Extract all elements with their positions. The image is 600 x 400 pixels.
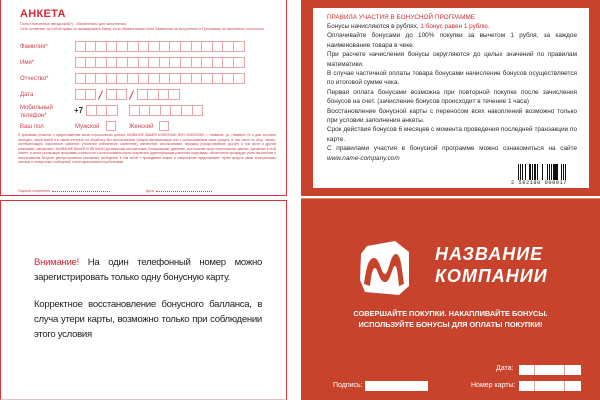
input-cell — [107, 41, 118, 52]
input-cell — [149, 73, 160, 84]
gender-male-label: Мужской — [75, 124, 100, 130]
notice-paragraph-2 — [34, 297, 262, 342]
phone-number-field[interactable] — [129, 105, 203, 116]
barcode — [518, 164, 590, 180]
input-cell — [170, 41, 181, 52]
form-note — [20, 22, 280, 31]
birth-date-field[interactable] — [75, 89, 180, 100]
input-cell — [213, 57, 224, 68]
date-cell — [159, 89, 170, 100]
website-link[interactable]: www.name-company.com — [327, 154, 400, 162]
input-cell — [160, 57, 171, 68]
input-cell — [213, 41, 224, 52]
date-cell — [117, 89, 128, 100]
customer-signature-line[interactable] — [18, 189, 110, 193]
input-cell — [96, 41, 107, 52]
input-cell — [234, 57, 245, 68]
date-label: Дата — [20, 92, 34, 98]
input-cell — [86, 57, 97, 68]
input-cell — [192, 41, 203, 52]
card-signature-field[interactable] — [365, 381, 428, 391]
card-signature-label: Подпись: — [333, 382, 363, 389]
input-cell — [213, 73, 224, 84]
input-cell — [202, 41, 213, 52]
input-cell — [150, 105, 161, 116]
rules-title: ПРАВИЛА УЧАСТИЯ В БОНУСНОЙ ПРОГРАММЕ — [327, 14, 476, 21]
input-cell — [96, 57, 107, 68]
gender-female-checkbox[interactable] — [159, 121, 169, 131]
input-cell — [128, 41, 139, 52]
input-cell — [170, 57, 181, 68]
rule-text: Бонусы начисляются в рублях, — [327, 23, 421, 30]
input-cell — [170, 73, 181, 84]
slogan-line: СОВЕРШАЙТЕ ПОКУПКИ. НАКАПЛИВАЙТЕ БОНУСЫ. — [353, 309, 548, 318]
rule-item — [327, 22, 577, 31]
rule-item: Оплачивайте бонусами до 100% покупки за вычетом 1 рубля, за каждое наименование товара в чеке. — [327, 32, 577, 49]
input-cell — [223, 57, 234, 68]
card-date-label: Дата: — [496, 365, 514, 372]
phone-label-line: телефон* — [20, 113, 47, 119]
card-number-field[interactable] — [519, 381, 581, 391]
input-cell — [128, 57, 139, 68]
input-cell — [181, 57, 192, 68]
gender-male-checkbox[interactable] — [106, 121, 116, 131]
input-cell — [107, 57, 118, 68]
rule-item — [327, 144, 577, 163]
date-cell — [86, 89, 97, 100]
input-cell — [192, 73, 203, 84]
input-cell — [117, 73, 128, 84]
company-name-line: НАЗВАНИЕ — [435, 244, 544, 264]
input-cell — [160, 73, 171, 84]
phone-code-field[interactable] — [86, 105, 118, 116]
input-cell — [202, 73, 213, 84]
input-cell — [140, 105, 151, 116]
input-cell — [202, 57, 213, 68]
input-cell — [128, 73, 139, 84]
form-title: АНКЕТА — [20, 8, 66, 20]
input-cell — [223, 41, 234, 52]
rule-item: Срок действия бонусов 6 месяцев с момента проведения последней транзакции по карте. — [327, 126, 577, 143]
date-cell — [75, 89, 86, 100]
input-cell — [181, 73, 192, 84]
input-cell — [86, 105, 97, 116]
date-cell — [148, 89, 159, 100]
barcode-number: 2 592180 000017 — [511, 180, 568, 186]
rules-body — [327, 22, 577, 163]
company-logo-icon — [359, 240, 411, 296]
input-cell — [86, 73, 97, 84]
input-cell — [86, 41, 97, 52]
input-cell — [129, 105, 140, 116]
gender-female-label: Женский — [129, 124, 154, 130]
date-separator — [96, 89, 106, 100]
rule-item: В случае частичной оплаты товара бонусами начисление бонусов осуществляется по итоговой сумме чека. — [327, 70, 577, 87]
rule-item: Первая оплата бонусами возможна при повторной покупке после зачисления бонусов на счет. (зачисление бонусов происходит в течение 1 часа) — [327, 88, 577, 106]
rule-text: С правилами участия в бонусной программе можно ознакомиться на сайте — [327, 145, 577, 153]
input-cell — [161, 105, 172, 116]
middle-name-label: Отчество* — [20, 76, 49, 82]
notice-text: На один телефонный номер можно зарегистрировать только одну бонусную карту. — [34, 257, 262, 283]
phone-label — [20, 104, 53, 120]
first-name-label: Имя* — [20, 60, 35, 66]
slogan-line: ИСПОЛЬЗУЙТЕ БОНУСЫ ДЛЯ ОПЛАТЫ ПОКУПКИ! — [358, 319, 543, 329]
attention-label: Внимание! — [34, 257, 79, 268]
date-cell — [137, 89, 148, 100]
sign-date-label: Дата — [146, 189, 154, 193]
signature-underline — [52, 191, 110, 192]
input-cell — [117, 41, 128, 52]
phone-label-line: Мобильный — [20, 105, 53, 111]
input-cell — [181, 41, 192, 52]
card-number-label: Номер карты: — [471, 382, 516, 389]
last-name-label: Фамилия* — [20, 44, 48, 50]
input-cell — [139, 41, 150, 52]
form-note-line: Поля отмеченные звездочкой(*) - обязательны для заполнения. — [20, 22, 127, 26]
date-separator — [127, 89, 137, 100]
form-note-line: Сеть оставляет за собой право не активировать Карту, если обязательные поля Заявления на вступление в Программу не заполнены полностью. — [20, 26, 265, 31]
notice-panel — [0, 200, 287, 400]
card-date-field[interactable] — [519, 365, 581, 375]
input-cell — [139, 57, 150, 68]
input-cell — [75, 73, 86, 84]
rule-item: При расчете начисления бонусы округляются до целых значений по правилам математики. — [327, 51, 577, 68]
input-cell — [193, 105, 204, 116]
input-cell — [223, 73, 234, 84]
rule-item: Восстановление бонусной карты с переносом всех накоплений возможно только при условии заполнения анкеты. — [327, 107, 577, 125]
input-cell — [107, 105, 118, 116]
input-cell — [234, 41, 245, 52]
company-name — [435, 243, 548, 287]
consent-text: Я принимаю решение о предоставлении своих персональных данных НАЗВАНИЕ ВАШЕЙ КОМПАНИИ ИНН 0000000000, г. Название, ул. Название 00 и даю согласие свободно, своей волей и в своем интересе на обработку без использования средств автоматизации или с использованием таких средств, в том числе на сбор, запись, систематизацию, накопление, хранение, уточнение (обновление, изменение), извлечение, использование, передачу (предоставление, доступ) в том числе и другим компаниям, связанным с НАЗВАНИЕ ВАШЕЙ КОМПАНИИ договорными отношениями, блокирование, удаление, уничтожение моих персональных данных, указанных в этой Анкете, в целях реализации программы лояльности и использования карты покупателя (идентификации участника программы, обеспечения процедуры учета накопления и использования бонусов, распространения рекламных сообщений, в том числе о проводимых акциях и специальных предложениях, путем средств связи электронными почтами и телефонных сообщений) с потенциальными потребителями. — [18, 133, 276, 164]
date-cell — [106, 89, 117, 100]
notice-text: Корректное восстановление бонусного балланса, в случа утери карты, возможно только при соблюдении этого условия — [34, 299, 262, 340]
date-underline — [156, 191, 212, 192]
company-name-line: КОМПАНИИ — [435, 266, 548, 286]
input-cell — [107, 73, 118, 84]
input-cell — [97, 105, 108, 116]
input-cell — [149, 41, 160, 52]
slogan — [301, 309, 600, 330]
input-cell — [139, 73, 150, 84]
input-cell — [96, 73, 107, 84]
phone-prefix: +7 — [74, 106, 84, 115]
input-cell — [171, 105, 182, 116]
input-cell — [160, 41, 171, 52]
rule-highlight: 1 бонус равен 1 рублю. — [420, 23, 490, 30]
input-cell — [192, 57, 203, 68]
card-front-panel — [301, 198, 600, 400]
barcode-bar — [566, 164, 567, 180]
sign-date-line[interactable] — [146, 189, 212, 193]
middle-name-field[interactable] — [75, 73, 245, 84]
questionnaire-panel — [0, 0, 287, 196]
first-name-field[interactable] — [75, 57, 245, 68]
input-cell — [234, 73, 245, 84]
input-cell — [75, 57, 86, 68]
date-cell — [169, 89, 180, 100]
gender-label: Ваш пол — [20, 124, 44, 130]
last-name-field[interactable] — [75, 41, 245, 52]
input-cell — [117, 57, 128, 68]
input-cell — [182, 105, 193, 116]
input-cell — [75, 41, 86, 52]
input-cell — [149, 57, 160, 68]
notice-paragraph-1 — [34, 255, 262, 285]
customer-signature-label: Подпись покупателя — [18, 189, 51, 193]
